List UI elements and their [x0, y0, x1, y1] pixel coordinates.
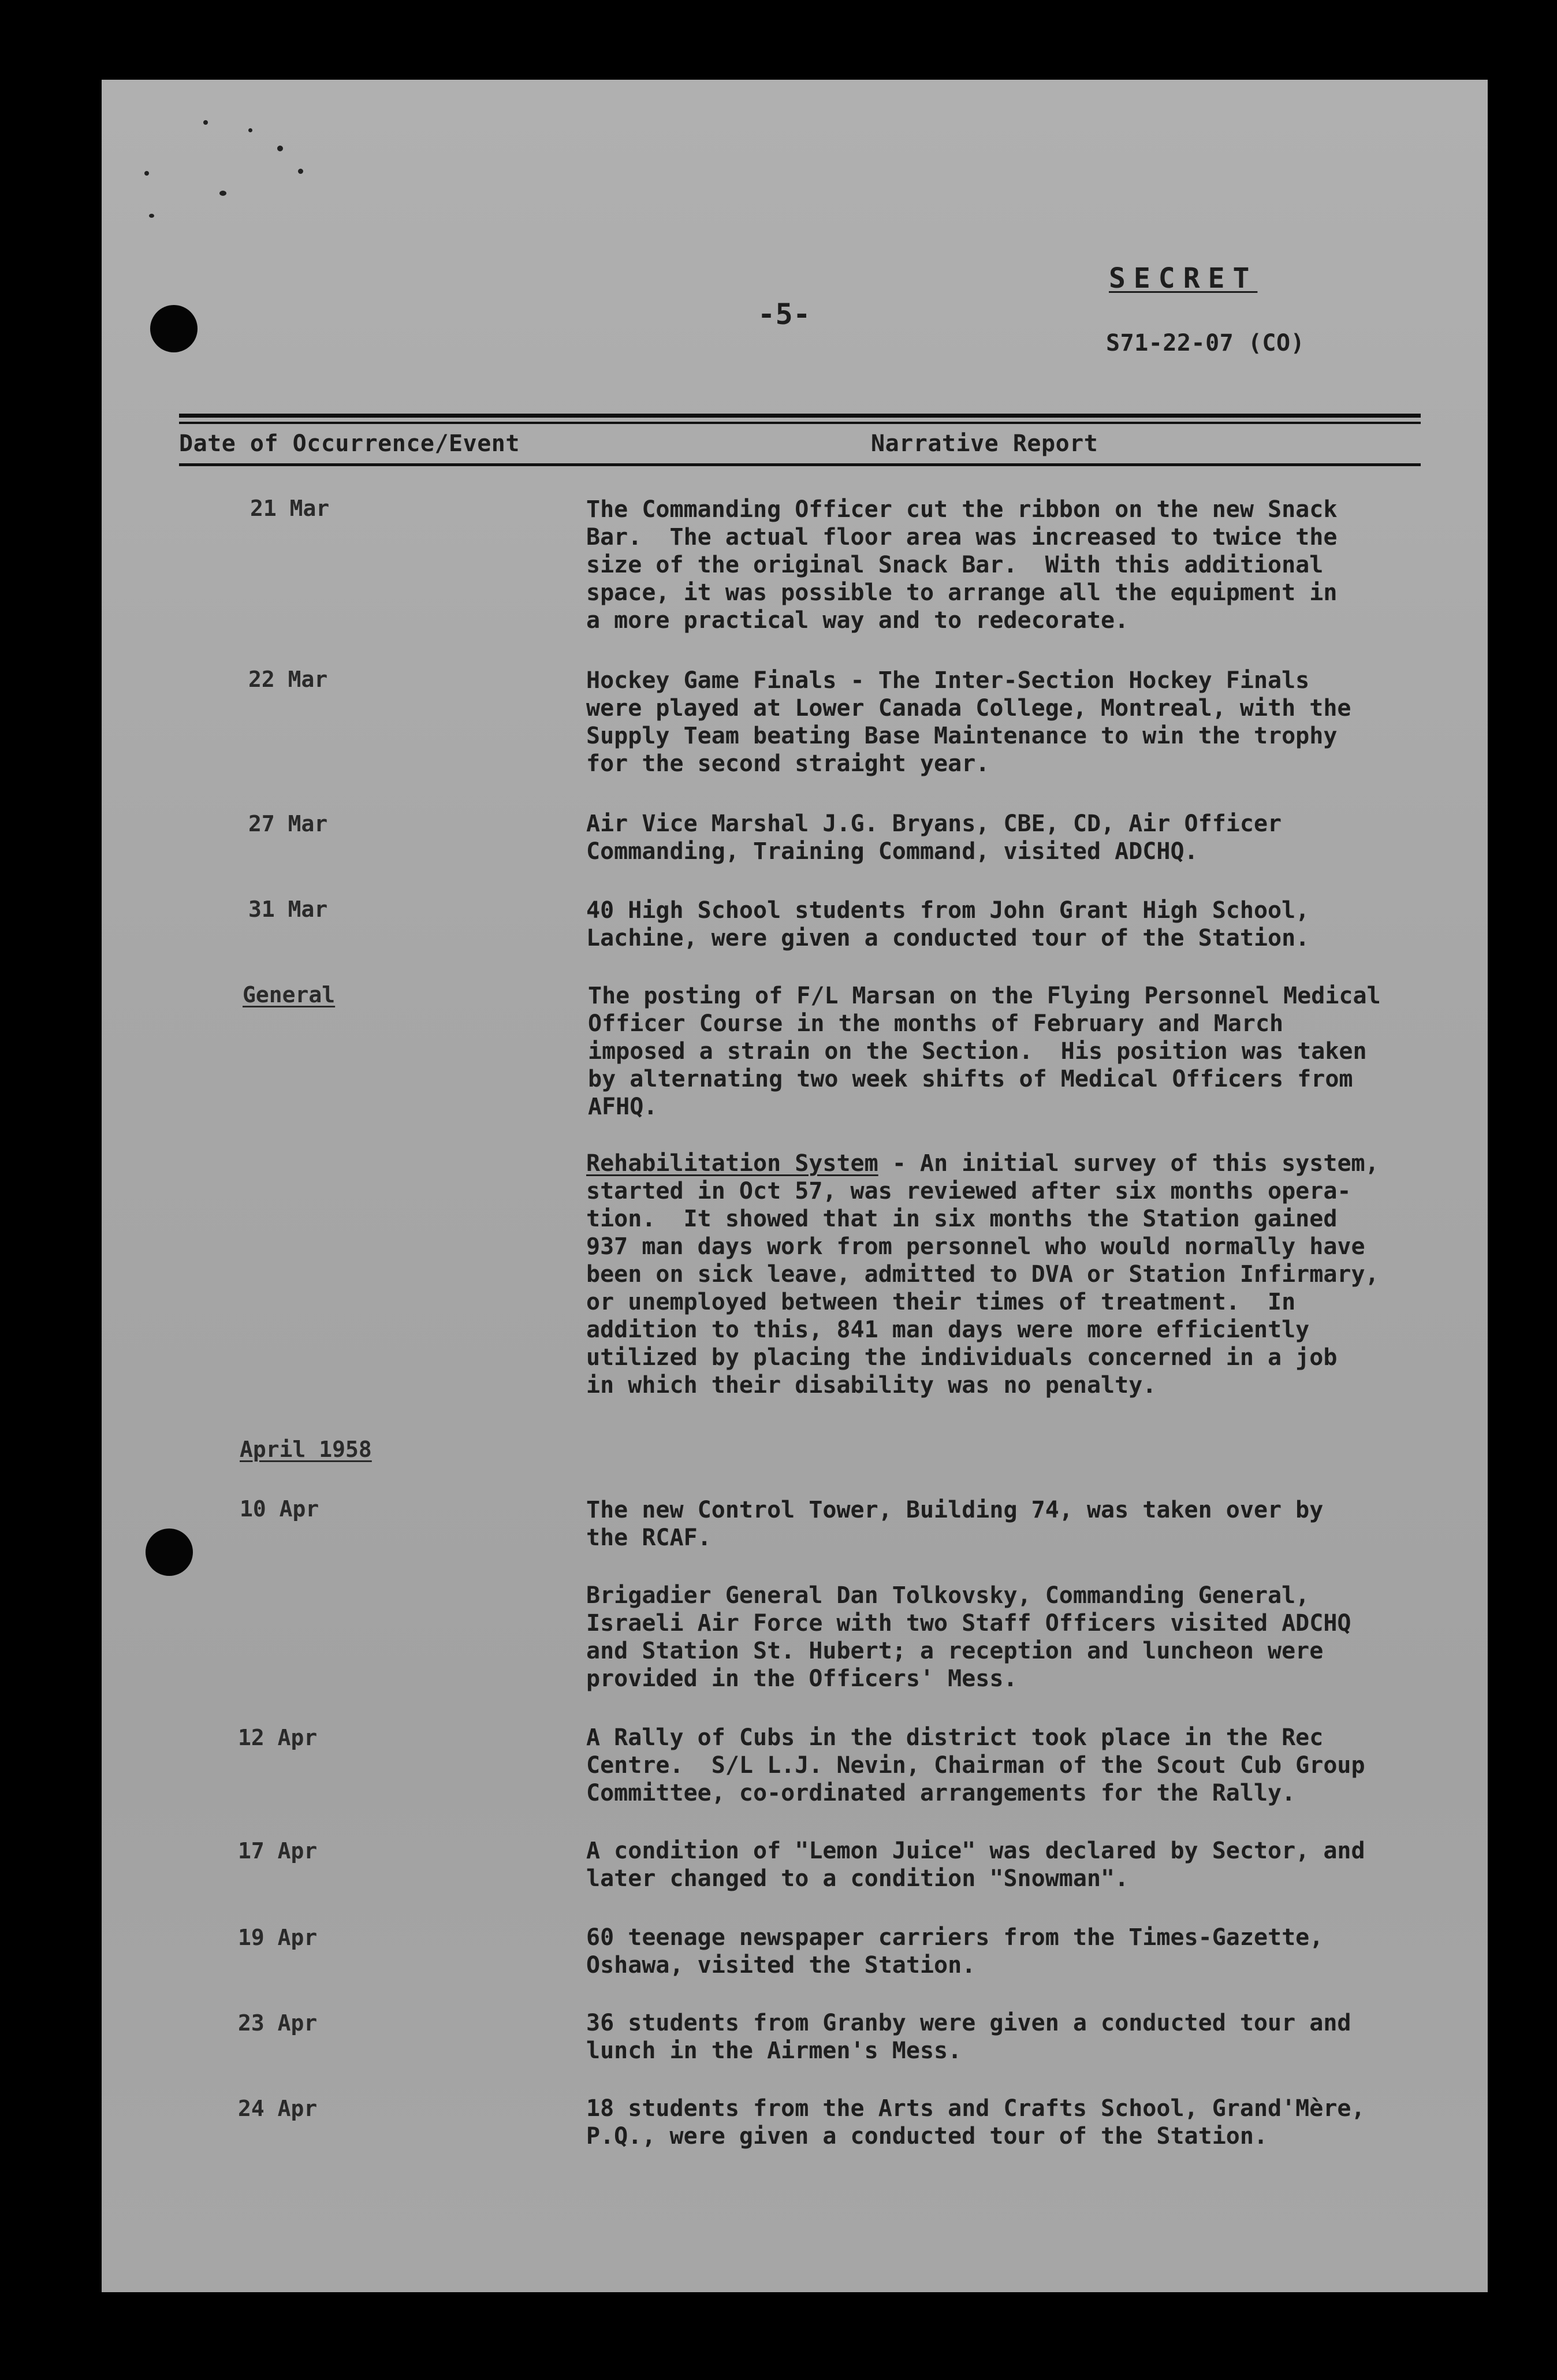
punch-hole-bottom [146, 1529, 193, 1576]
entry-narrative: 60 teenage newspaper carriers from the Times-Gazette, Oshawa, visited the Station. [586, 1924, 1324, 1979]
entry-narrative: Hockey Game Finals - The Inter-Section Hockey Finals were played at Lower Canada College, Montreal, with the Supply Team beating Base Maintenance to win the trophy for the second straight year. [586, 667, 1351, 777]
general-paragraph: The posting of F/L Marsan on the Flying Personnel Medical Officer Course in the months of February and March imposed a strain on the Section. His position was taken by alternating two week shifts of Medical Officers from AFHQ. [588, 983, 1381, 1120]
column-header-narrative: Narrative Report [871, 430, 1098, 457]
general-label: General [243, 982, 336, 1007]
entry-narrative: The Commanding Officer cut the ribbon on the new Snack Bar. The actual floor area was increased to twice the size of the original Snack Bar. With this additional space, it was possible to arrange all the equipment in a more practical way and to redecorate. [586, 496, 1338, 634]
entry-narrative: The new Control Tower, Building 74, was taken over by the RCAF. [586, 1497, 1324, 1551]
entry-narrative: A condition of "Lemon Juice" was declared by Sector, and later changed to a condition "Snowman". [586, 1838, 1365, 1892]
entry-date: 27 Mar [248, 811, 328, 836]
entry-narrative: A Rally of Cubs in the district took place in the Rec Centre. S/L L.J. Nevin, Chairman of the Scout Cub Group Committee, co-ordinated arrangements for the Rally. [586, 1724, 1365, 1806]
header-rule-bottom [179, 463, 1421, 466]
entry-date: 23 Apr [238, 2010, 318, 2036]
ink-speck [277, 146, 283, 151]
entry-date: 12 Apr [238, 1725, 318, 1750]
ink-speck [219, 191, 226, 196]
entry-date: 17 Apr [238, 1838, 318, 1864]
entry-narrative: 36 students from Granby were given a conducted tour and lunch in the Airmen's Mess. [586, 2010, 1351, 2064]
ink-speck [298, 169, 303, 174]
ink-speck [248, 128, 252, 132]
entry-date: 24 Apr [238, 2096, 318, 2121]
header-rule-top [179, 414, 1421, 418]
classification-marking: SECRET [1109, 262, 1258, 295]
entry-date: 10 Apr [240, 1496, 319, 1522]
entry-narrative: Brigadier General Dan Tolkovsky, Commanding General, Israeli Air Force with two Staff Officers visited ADCHQ and Station St. Hubert; a reception and luncheon were provided in the Officers' Mess. [586, 1582, 1351, 1692]
page-number: -5- [758, 298, 811, 331]
rehabilitation-paragraph: Rehabilitation System - An initial survey of this system, started in Oct 57, was reviewed after six months opera- tion. It showed that in six months the Station gained 937 man days work from personnel who would normally have been on sick leave, admitted to DVA or Station Infirmary, or unemployed between their times of treatment. In addition to this, 841 man days were more efficiently utilized by placing the individuals concerned in a job in which their disability was no penalty. [586, 1150, 1379, 1399]
entry-date: 22 Mar [248, 667, 328, 692]
ink-speck [149, 214, 154, 218]
april-heading: April 1958 [240, 1437, 372, 1462]
ink-speck [203, 120, 208, 125]
entry-date: 31 Mar [248, 897, 328, 922]
entry-narrative: 18 students from the Arts and Crafts School, Grand'Mère, P.Q., were given a conducted tour of the Station. [586, 2095, 1365, 2150]
header-rule-top-2 [179, 422, 1421, 424]
entry-date: 21 Mar [250, 496, 330, 521]
entry-date: 19 Apr [238, 1925, 318, 1950]
file-reference: S71-22-07 (CO) [1106, 330, 1305, 356]
entry-narrative: Air Vice Marshal J.G. Bryans, CBE, CD, Air Officer Commanding, Training Command, visited ADCHQ. [586, 810, 1282, 865]
entry-narrative: 40 High School students from John Grant High School, Lachine, were given a conducted tour of the Station. [586, 897, 1310, 951]
column-header-date: Date of Occurrence/Event [179, 430, 520, 457]
rehabilitation-heading: Rehabilitation System [586, 1150, 878, 1177]
ink-speck [144, 171, 149, 176]
punch-hole-top [150, 305, 198, 352]
